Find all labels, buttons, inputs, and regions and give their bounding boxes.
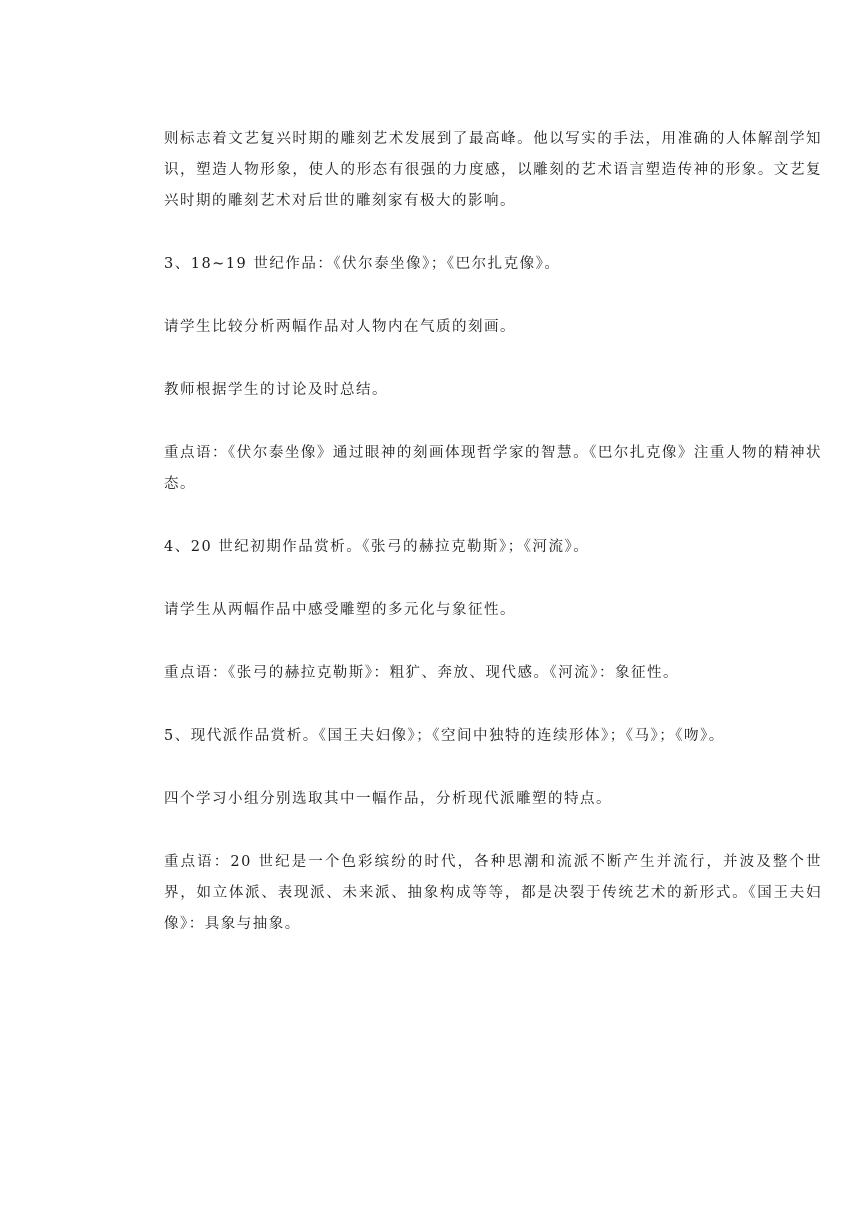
- document-body: [164, 124, 822, 940]
- paragraph-section-4-heading: 4、20 世纪初期作品赏析。《张弓的赫拉克勒斯》；《河流》。: [164, 539, 590, 555]
- paragraph-section-4-key-points: 重点语：《张弓的赫拉克勒斯》：粗犷、奔放、现代感。《河流》：象征性。: [164, 665, 679, 681]
- paragraph-section-3-task: 请学生比较分析两幅作品对人物内在气质的刻画。: [164, 319, 516, 335]
- paragraph-teacher-summary: 教师根据学生的讨论及时总结。: [164, 382, 388, 398]
- paragraph-section-4-task: 请学生从两幅作品中感受雕塑的多元化与象征性。: [164, 602, 516, 618]
- paragraph-section-3-key-points: 重点语：《伏尔泰坐像》通过眼神的刻画体现哲学家的智慧。《巴尔扎克像》注重人物的精神状态。: [164, 445, 822, 492]
- paragraph-section-5-key-points: 重点语：20 世纪是一个色彩缤纷的时代，各种思潮和流派不断产生并流行，并波及整个世界，如立体派、表现派、未来派、抽象构成等等，都是决裂于传统艺术的新形式。《国王夫妇像》：具象与抽象。: [164, 854, 822, 932]
- paragraph-section-3-heading: 3、18~19 世纪作品：《伏尔泰坐像》；《巴尔扎克像》。: [164, 256, 561, 272]
- paragraph-section-5-heading: 5、现代派作品赏析。《国王夫妇像》；《空间中独特的连续形体》；《马》；《吻》。: [164, 728, 725, 744]
- paragraph-section-5-task: 四个学习小组分别选取其中一幅作品，分析现代派雕塑的特点。: [164, 791, 612, 807]
- paragraph-renaissance-summary: 则标志着文艺复兴时期的雕刻艺术发展到了最高峰。他以写实的手法，用准确的人体解剖学知识，塑造人物形象，使人的形态有很强的力度感，以雕刻的艺术语言塑造传神的形象。文艺复兴时期的雕刻艺术对后世的雕刻家有极大的影响。: [164, 131, 822, 209]
